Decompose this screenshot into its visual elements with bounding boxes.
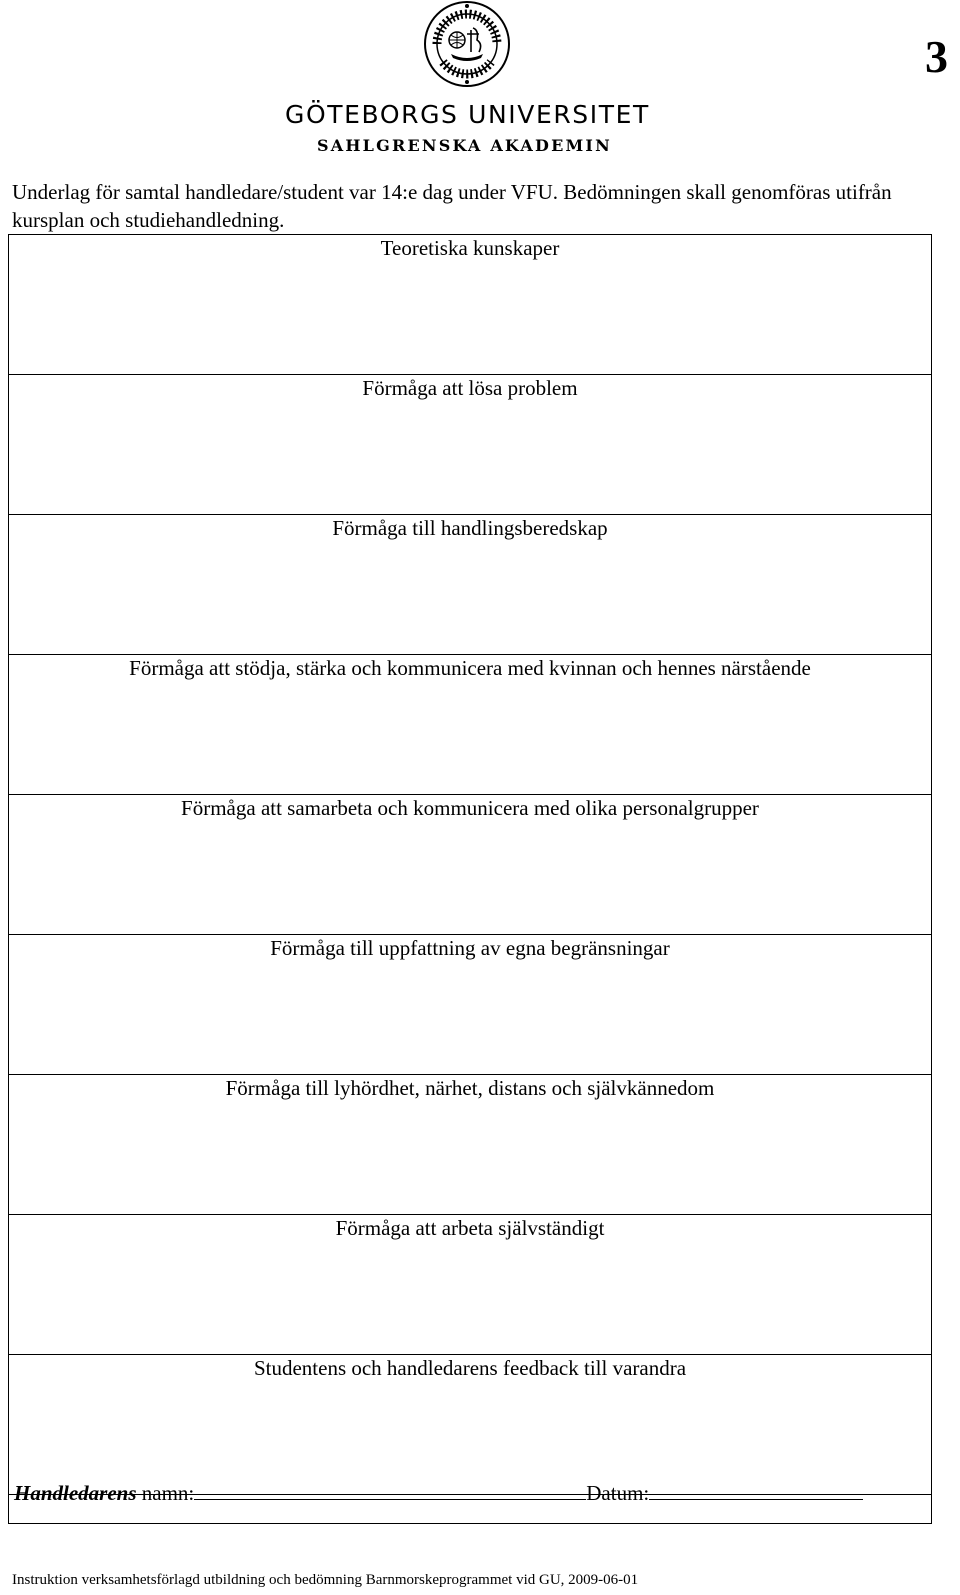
section-label: Förmåga att stödja, stärka och kommunicera med kvinnan och hennes närstående [129,656,811,680]
section-stodja-starka[interactable] [9,655,931,795]
date-field[interactable] [649,1479,863,1500]
section-handlingsberedskap[interactable] [9,515,931,655]
section-label: Förmåga att lösa problem [362,376,578,400]
section-begransningar[interactable] [9,935,931,1075]
section-feedback[interactable] [9,1355,931,1495]
section-sjalvstandigt[interactable] [9,1215,931,1355]
faculty-name: SAHLGRENSKA AKADEMIN [317,136,612,155]
name-label: namn: [136,1481,195,1505]
signature-row [9,1479,931,1523]
university-logo [285,0,665,160]
name-field[interactable] [194,1479,586,1500]
intro-text: Underlag för samtal handledare/student var 14:e dag under VFU. Bedömningen skall genomföras utifrån kursplan och studiehandledning. [12,180,892,232]
section-label: Studentens och handledarens feedback till varandra [253,1356,687,1380]
section-teoretiska-kunskaper[interactable] [9,235,931,375]
section-label: Förmåga att arbeta självständigt [335,1216,605,1240]
page-number: 3 [925,31,948,82]
university-name: GÖTEBORGS UNIVERSITET [285,100,650,129]
section-samarbeta[interactable] [9,795,931,935]
section-label: Förmåga till uppfattning av egna begränsningar [270,936,670,960]
assessment-table [8,234,932,1524]
section-label: Förmåga till handlingsberedskap [332,516,608,540]
section-lyhordhet[interactable] [9,1075,931,1215]
footer-text: Instruktion verksamhetsförlagd utbildning och bedömning Barnmorskeprogrammet vid GU, 2009-06-01 [12,1572,639,1588]
date-label: Datum: [586,1481,650,1505]
signature-prefix: Handledarens [14,1481,137,1505]
section-label: Förmåga till lyhördhet, närhet, distans och självkännedom [225,1076,715,1100]
university-seal-icon [423,0,511,88]
section-label: Förmåga att samarbeta och kommunicera med olika personalgrupper [181,796,759,820]
section-losa-problem[interactable] [9,375,931,515]
section-label: Teoretiska kunskaper [380,236,560,260]
